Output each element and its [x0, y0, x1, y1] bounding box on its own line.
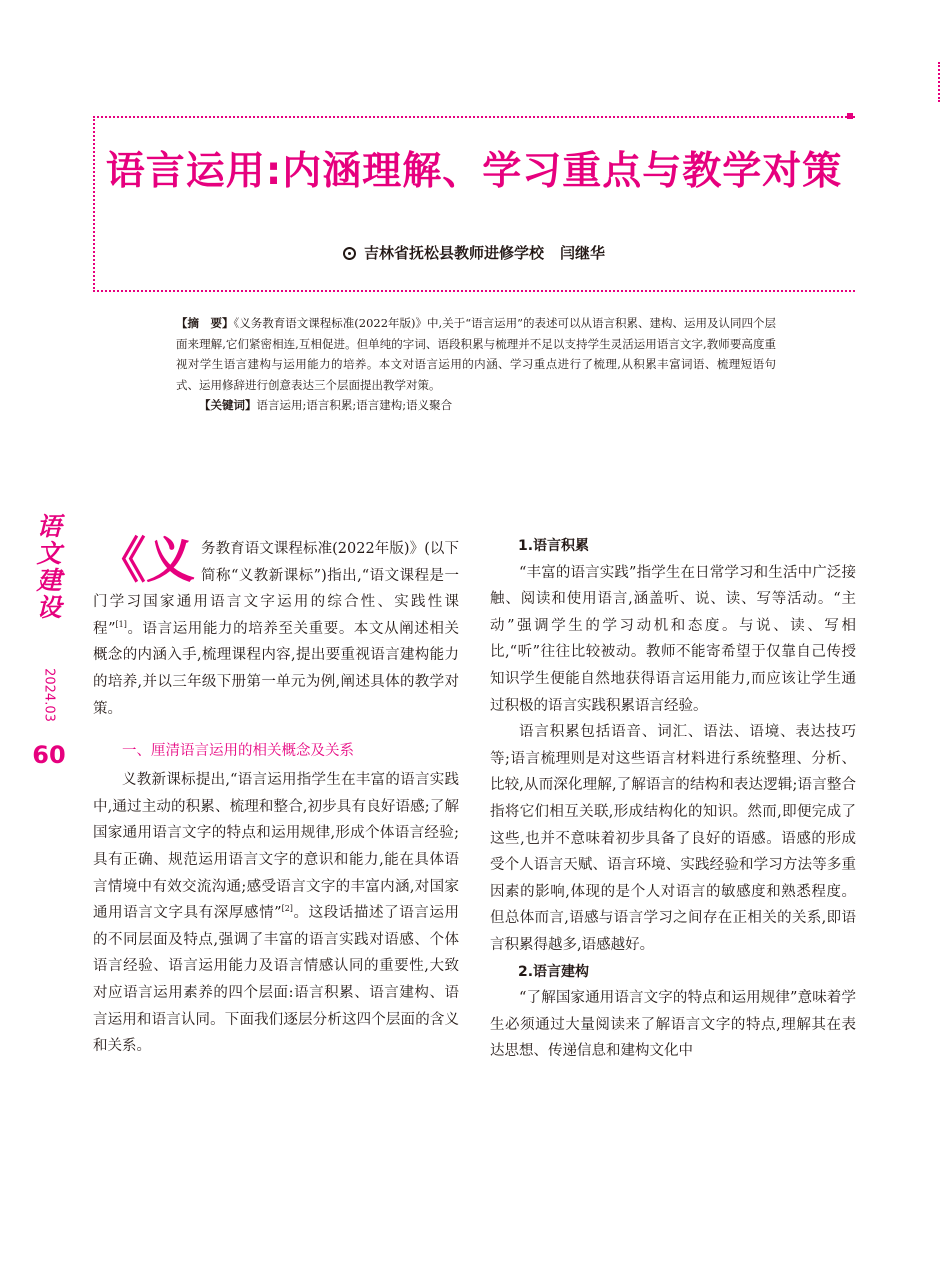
intro-tail: 。语言运用能力的培养至关重要。本文从阐述相关概念的内涵入手,梳理课程内容,提出要重视语言建构能力的培养,并以三年级下册第一单元为例,阐述具体的教学对策。: [93, 620, 459, 717]
para1-text-b: 。这段话描述了语言运用的不同层面及特点,强调了丰富的语言实践对语感、个体语言经验、语言运用能力及语言情感认同的重要性,大致对应语言运用素养的四个层面:语言积累、语言建构、语言运用和语言认同。下面我们逐层分析这四个层面的含义和关系。: [93, 905, 459, 1055]
journal-name-char: 语: [36, 512, 62, 541]
para1-text-a: 义教新课标提出,“语言运用指学生在丰富的语言实践中,通过主动的积累、梳理和整合,初步具有良好语感;了解国家通用语言文字的特点和运用规律,形成个体语言经验;具有正确、规范运用语言文字的意识和能力,能在具体语言情境中有效交流沟通;感受语言文字的丰富内涵,对国家通用语言文字具有深厚感情”: [93, 772, 459, 922]
edge-decoration: [938, 62, 942, 102]
body-paragraph: 语言积累包括语音、词汇、语法、语境、表达技巧等;语言梳理则是对这些语言材料进行系统整理、分析、比较,从而深化理解,了解语言的结构和表达逻辑;语言整合指将它们相互关联,形成结构化的知识。然而,即便完成了这些,也并不意味着初步具备了良好的语感。语感的形成受个人语言天赋、语言环境、实践经验和学习方法等多重因素的影响,体现的是个人对语言的敏感度和熟悉程度。但总体而言,语感与语言学习之间存在正相关的关系,即语言积累得越多,语感越好。: [490, 724, 856, 953]
abstract-label: 【摘 要】: [176, 316, 234, 330]
author-affiliation: 吉林省抚松县教师进修学校: [363, 244, 544, 262]
journal-name-char: 设: [36, 593, 62, 622]
subsection-heading-1: 1.语言积累: [518, 538, 590, 554]
right-column: [490, 533, 856, 1065]
author-name: 闫继华: [560, 244, 606, 262]
journal-name-vertical: [29, 513, 69, 621]
abstract-block: [176, 313, 776, 416]
journal-name-char: 文: [36, 539, 62, 568]
body-paragraph: [93, 767, 459, 1060]
left-column: [93, 532, 459, 1060]
subsection-heading-2: 2.语言建构: [518, 963, 590, 980]
bullseye-icon: [343, 247, 356, 260]
body-paragraph: “丰富的语言实践”指学生在日常学习和生活中广泛接触、阅读和使用语言,涵盖听、说、读、写等活动。“主动”强调学生的学习动机和态度。与说、读、写相比,“听”往往比较被动。教师不能寄希望于仅靠自己传授知识学生便能自然地获得语言运用能力,而应该让学生通过积极的语言实践积累语言经验。: [490, 564, 856, 714]
author-line: [93, 242, 855, 263]
body-paragraph: “了解国家通用语言文字的特点和运用规律”意味着学生必须通过大量阅读来了解语言文字的特点,理解其在表达思想、传递信息和建构文化中: [490, 990, 856, 1060]
citation-1: [1]: [115, 619, 127, 629]
abstract-text: 《义务教育语文课程标准(2022年版)》中,关于“语言运用”的表述可以从语言积累、建构、运用及认同四个层面来理解,它们紧密相连,互相促进。但单纯的字词、语段积累与梳理并不足以支持学生灵活运用语言文字,教师要高度重视对学生语言建构与运用能力的培养。本文对语言运用的内涵、学习重点进行了梳理,从积累丰富词语、梳理短语句式、运用修辞进行创意表达三个层面提出教学对策。: [176, 316, 776, 392]
title-frame-corner: [847, 113, 853, 119]
issue-date-text: 2024.03: [41, 668, 57, 722]
intro-text: 务教育语文课程标准(2022年版)》(以下简称“义教新课标”)指出,“语文课程是一门学习国家通用语言文字运用的综合性、实践性课程”: [93, 541, 459, 637]
issue-date: [29, 655, 69, 735]
abstract-paragraph: [176, 313, 776, 395]
keywords-label: 【关键词】: [199, 398, 257, 412]
page-number: 60: [32, 741, 66, 769]
keywords-paragraph: [199, 395, 776, 416]
journal-name-char: 建: [36, 566, 62, 595]
article-title: 语言运用:内涵理解、学习重点与教学对策: [105, 149, 843, 194]
section-heading: 一、厘清语言运用的相关概念及关系: [122, 743, 354, 760]
dropcap: 《义: [97, 532, 196, 589]
keywords-text: 语言运用;语言积累;语言建构;语义聚合: [256, 398, 453, 412]
intro-paragraph: [93, 532, 459, 722]
citation-2: [2]: [281, 904, 293, 914]
